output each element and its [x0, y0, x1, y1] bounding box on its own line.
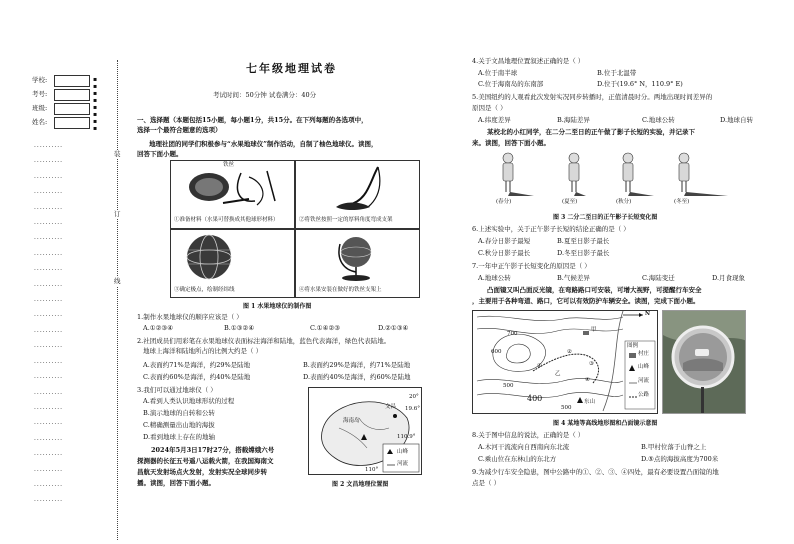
q4-option-a[interactable]: A.位于南半球 — [478, 69, 518, 77]
section1-heading-line2: 选择一个最符合题意的选项） — [137, 126, 222, 134]
question-5-stem-line2: 原因是（ ） — [472, 104, 507, 112]
class-field[interactable] — [54, 103, 90, 115]
q3-option-d[interactable]: D.看到地球上存在的地轴 — [143, 433, 216, 441]
exam-info: 考试时间：50分钟 试卷满分：40分 — [213, 91, 317, 99]
question-9-stem-line2: 点是（ ） — [472, 479, 501, 487]
legend-peak: 山峰 — [638, 364, 650, 370]
figure-4-caption: 图 4 某地等高线地形图和凸面镜示意图 — [553, 420, 658, 427]
q4-option-c[interactable]: C.位于海南岛的东南部 — [478, 80, 544, 88]
fig1-cell-4 — [295, 229, 420, 298]
seat-dots: ▪ ▪ ▪ ▪ ▪ ▪ ▪ ▪ — [93, 76, 98, 132]
season-summer: (夏至) — [562, 199, 578, 205]
map-label-wenchang: 文昌 — [385, 404, 397, 410]
contour-700: 700 — [507, 331, 518, 337]
question-6-stem: 6.上述实验中，关于正午影子长短的结论正确的是（ ） — [472, 225, 630, 233]
question-5-stem: 5.美国纽约的人观看此次发射实况同步转播时，正值清晨时分。两地出现时间差异的 — [472, 93, 713, 101]
q2-option-b[interactable]: B.表面约29%是海洋，约71%是陆地 — [303, 361, 411, 369]
binding-char-xian: 线 — [114, 277, 121, 285]
name-label: 姓名: — [32, 118, 48, 126]
passage2-line3: 昌航天发射场点火发射，发射实况全球同步转 — [137, 468, 267, 476]
school-field[interactable] — [54, 75, 90, 87]
dongshan-peak: 东山 — [584, 399, 596, 405]
binding-char-ding: 订 — [114, 210, 121, 218]
q8-option-b[interactable]: B.甲村位落于山脊之上 — [641, 443, 707, 451]
q7-option-d[interactable]: D.月食现象 — [712, 274, 746, 282]
figure-summer — [569, 153, 586, 196]
q2-option-a[interactable]: A.表面约71%是海洋，约29%是陆地 — [143, 361, 251, 369]
q8-option-c[interactable]: C.乘山位在东林山的东北方 — [478, 455, 557, 463]
legend-river: 河流 — [397, 461, 409, 467]
question-3-stem: 3.我们可以通过地球仪（ ） — [137, 386, 217, 394]
map-label-lon110: 110° — [365, 467, 379, 473]
passage2-line4: 播。读图，回答下面小题。 — [137, 479, 215, 487]
q1-option-c[interactable]: C.①④②③ — [310, 324, 341, 332]
q4-option-b[interactable]: B.位于北温带 — [597, 69, 637, 77]
passage2-line2: 探测器的长征五号遥八运载火箭，在我国海南文 — [137, 457, 274, 465]
passage1-line2: 回答下面小题。 — [137, 150, 183, 158]
season-autumn: (秋分) — [616, 199, 632, 205]
question-8-stem: 8.关于图中信息的说法，正确的是（ ） — [472, 431, 585, 439]
season-winter: (冬至) — [674, 199, 690, 205]
fig1-cell-1-caption: ①准备材料（水果可替换成其他球形材料） — [174, 217, 279, 223]
q1-option-d[interactable]: D.②①③④ — [378, 324, 409, 332]
student-info-sidebar — [0, 0, 130, 544]
binding-char-zhuang: 装 — [114, 150, 121, 158]
passage3-line2: 来。读图，回答下面小题。 — [472, 139, 550, 147]
point-1: ① — [537, 363, 542, 369]
q6-option-b[interactable]: B.夏至日影子最长 — [557, 237, 610, 245]
question-7-stem: 7.一年中正午影子长短变化的原因是（ ） — [472, 262, 591, 270]
wire-stand-illustration — [296, 161, 419, 213]
q5-option-a[interactable]: A.纬度差异 — [478, 116, 511, 124]
figure-1 — [170, 160, 420, 298]
class-label: 班级: — [32, 104, 48, 112]
figure-autumn — [623, 153, 654, 196]
legend-road: 公路 — [638, 392, 650, 398]
passage2-line1: 2024年5月3日17时27分，搭载嫦娥六号 — [151, 446, 275, 454]
q7-option-b[interactable]: B.气候差异 — [557, 274, 590, 282]
figure-3-caption: 图 3 二分二至日的正午影子长短变化图 — [553, 214, 658, 221]
assembled-globe-illustration — [296, 230, 419, 284]
figure-2-map — [308, 387, 422, 475]
legend-river: 河流 — [638, 378, 650, 384]
q4-option-d[interactable]: D.位于(19.6° N，110.9° E) — [597, 80, 683, 88]
fig1-label-wire: 铁丝 — [223, 162, 235, 168]
map-label-lat20: 20° — [409, 394, 419, 400]
q3-option-a[interactable]: A.看到人类认识地球形状的过程 — [143, 397, 235, 405]
passage1-line1: 地理社团的同学们积极参与“水果地球仪”制作活动，自制了柚色地球仪。读图， — [149, 140, 378, 148]
mirror-illustration — [663, 311, 746, 414]
exam-number-label: 考号: — [32, 90, 48, 98]
fig1-cell-1 — [170, 160, 295, 229]
contour-600: 600 — [491, 349, 502, 355]
question-2-stem-line2: 地球上海洋和陆地所占的比例大约是（ ） — [143, 347, 263, 355]
convex-mirror-photo — [662, 310, 746, 414]
fruit-globe-illustration — [171, 230, 294, 284]
passage3-line1: 某校北的小红同学，在二分二至日的正午做了影子长短的实验，并记录下 — [487, 128, 695, 136]
figure-winter — [679, 153, 728, 196]
q6-option-a[interactable]: A.春分日影子最短 — [478, 237, 531, 245]
dash-column: ·········· ·········· ·········· ·········· ·········· ·········· ·········· ·········· ·········· ·········· ·········· ·········· ·········· ·········· ·········· ·········· ·········· ·········· ·········· ·········· ·········· ·········· ·········· ·········· — [34, 144, 64, 506]
q8-option-a[interactable]: A.木河干流流向自西南向东北流 — [478, 443, 570, 451]
north-arrow-label: N — [645, 311, 651, 317]
question-2-stem: 2.社团成员们用彩笔在水果地球仪表面标注海洋和陆地，蓝色代表海洋，绿色代表陆地。 — [137, 337, 391, 345]
q6-option-c[interactable]: C.秋分日影子最长 — [478, 249, 531, 257]
q3-option-c[interactable]: C.精确测量出山地的海拔 — [143, 421, 215, 429]
binding-line — [117, 60, 118, 540]
q7-option-c[interactable]: C.海陆变迁 — [642, 274, 675, 282]
name-field[interactable] — [54, 117, 90, 129]
map-label-hainan: 海南岛 — [343, 418, 360, 424]
question-9-stem: 9.为减少行车安全隐患，图中公路中的①、②、③、④四处，最有必要设置凸面镜的地 — [472, 468, 719, 476]
village-jia: 甲 — [591, 327, 597, 333]
contour-map — [473, 311, 657, 413]
contour-400: 400 — [527, 394, 543, 403]
fig1-cell-3 — [170, 229, 295, 298]
legend-title: 图例 — [627, 343, 639, 349]
figure-2-caption: 图 2 文昌地理位置图 — [332, 481, 389, 488]
question-4-stem: 4.关于文昌地理位置叙述正确的是（ ） — [472, 57, 585, 65]
q5-option-b[interactable]: B.海陆差异 — [557, 116, 590, 124]
fig1-cell-2-caption: ②将铁丝按照一定的厚料角度弯成支架 — [299, 217, 393, 223]
q1-option-b[interactable]: B.①③②④ — [224, 324, 255, 332]
q5-option-d[interactable]: D.地球自转 — [720, 116, 754, 124]
q2-option-d[interactable]: D.表面约40%是海洋，约60%是陆地 — [303, 373, 411, 381]
page-title: 七年级地理试卷 — [246, 62, 337, 75]
fig1-cell-2 — [295, 160, 420, 229]
passage4-line2: ，主要用于各种弯道、路口，它可以有效防护车辆安全。读图，完成下面小题。 — [472, 297, 700, 305]
q5-option-c[interactable]: C.地球公转 — [642, 116, 675, 124]
q1-option-a[interactable]: A.①②③④ — [143, 324, 174, 332]
village-yi: 乙 — [555, 371, 561, 377]
figure-spring — [503, 153, 534, 196]
question-1-stem: 1.制作水果地球仪的顺序应该是（ ） — [137, 313, 243, 321]
figure-1-caption: 图 1 水果地球仪的制作图 — [243, 303, 312, 310]
passage4-line1: 凸面镜又叫凸面反光镜，在弯路路口可安装，可增大视野，可提醒行车安全 — [487, 286, 702, 294]
q3-option-b[interactable]: B.演示地球的自转和公转 — [143, 409, 215, 417]
season-spring: (春分) — [496, 199, 512, 205]
q7-option-a[interactable]: A.地球公转 — [478, 274, 511, 282]
figure-3 — [488, 150, 748, 208]
section1-heading: 一、选择题（本题包括15小题，每小题1分，共15分。在下列每题的各选项中， — [137, 116, 368, 124]
exam-number-field[interactable] — [54, 89, 90, 101]
legend-village: 村庄 — [638, 351, 650, 357]
fig1-cell-4-caption: ④将水果安装在做好的铁丝支架上 — [299, 287, 382, 293]
q2-option-c[interactable]: C.表面约60%是海洋，约40%是陆地 — [143, 373, 251, 381]
point-2: ② — [567, 349, 572, 355]
figure-4-contour-map — [472, 310, 658, 414]
map-label-lon1109: 110.9° — [397, 434, 416, 440]
fig1-cell-3-caption: ③确定极点，绘制经纬线 — [174, 287, 235, 293]
shadow-figures — [488, 150, 748, 198]
school-label: 学校: — [32, 76, 48, 84]
contour-500b: 500 — [561, 405, 572, 411]
legend-mountain: 山峰 — [397, 449, 409, 455]
q8-option-d[interactable]: D.⑤点的海拔高度为700米 — [641, 455, 719, 463]
contour-500: 500 — [503, 383, 514, 389]
q6-option-d[interactable]: D.冬至日影子最长 — [557, 249, 610, 257]
map-label-lat196: 19.6° — [405, 406, 420, 412]
point-4: ④ — [585, 377, 590, 383]
point-3: ③ — [589, 361, 594, 367]
